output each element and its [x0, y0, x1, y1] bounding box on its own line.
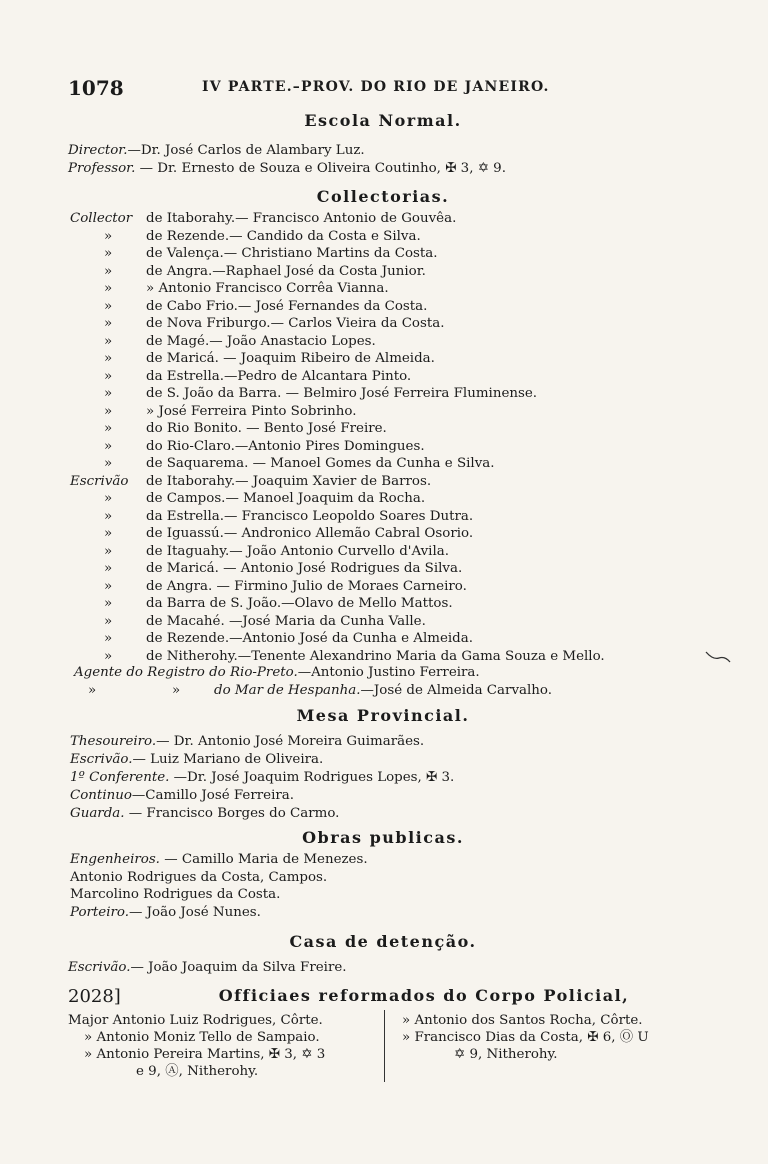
entry-text: da Estrella.—Pedro de Alcantara Pinto.: [146, 368, 412, 384]
entry-text: do Rio-Claro.—Antonio Pires Domingues.: [146, 438, 425, 454]
mesa-line: [70, 769, 454, 786]
director-line: [68, 142, 365, 159]
mesa-line: [70, 787, 294, 804]
entry-label: »: [104, 351, 113, 366]
entry-label: Escrivão: [70, 473, 129, 489]
agente-line-2: [88, 682, 96, 699]
casa-label: Escrivão.: [68, 960, 131, 975]
professor-text: — Dr. Ernesto de Souza e Oliveira Coutinho, ✠ 3, ✡ 9.: [135, 161, 506, 176]
agente-line-2-mid: [172, 682, 180, 699]
entry-text: de Rezende.— Candido da Costa e Silva.: [146, 228, 421, 244]
officer-entry: e 9, Ⓐ, Nitherohy.: [136, 1064, 259, 1079]
entry-text: de Itaborahy.— Francisco Antonio de Gouvêa.: [146, 211, 457, 226]
obras-line: [70, 851, 368, 868]
director-text: —Dr. José Carlos de Alambary Luz.: [127, 143, 365, 158]
entry-text: de Angra. — Firmino Julio de Moraes Carneiro.: [146, 578, 467, 594]
mesa-line: [70, 733, 424, 750]
entry-label: »: [104, 438, 113, 454]
mesa-text: — Francisco Borges do Carmo.: [124, 806, 340, 821]
mesa-text: — Luiz Mariano de Oliveira.: [132, 752, 324, 767]
section-title-obras: Obras publicas.: [302, 828, 464, 847]
agente-text: —Antonio Justino Ferreira.: [297, 665, 480, 680]
mesa-text: — Dr. Antonio José Moreira Guimarães.: [156, 734, 425, 749]
entry-text: » José Ferreira Pinto Sobrinho.: [146, 403, 357, 419]
entry-text: do Rio Bonito. — Bento José Freire.: [146, 421, 387, 436]
director-label: Director.: [68, 143, 128, 158]
entry-label: »: [104, 456, 113, 471]
entry-label: »: [104, 631, 113, 646]
entry-label: »: [104, 543, 113, 559]
officer-entry: Major Antonio Luiz Rodrigues, Côrte.: [68, 1013, 323, 1028]
entry-text: de Magé.— João Anastacio Lopes.: [146, 333, 376, 349]
entry-text: de Nova Friburgo.— Carlos Vieira da Costa.: [146, 316, 445, 331]
ditto-mark: »: [172, 683, 181, 698]
section-title-collectorias: Collectorias.: [316, 187, 450, 206]
section-title-officiaes: Officiaes reformados do Corpo Policial,: [218, 986, 630, 1005]
obras-text: — João José Nunes.: [129, 904, 261, 920]
entry-label: »: [104, 561, 113, 576]
entry-label: »: [104, 421, 113, 436]
mesa-label: Continuo: [70, 788, 132, 803]
obras-label: Porteiro.: [70, 904, 130, 920]
obras-line: [70, 869, 327, 886]
officer-entry: » Antonio dos Santos Rocha, Côrte.: [402, 1013, 643, 1028]
entry-text: de Maricá. — Antonio José Rodrigues da Silva.: [146, 561, 463, 576]
entry-label: »: [104, 596, 113, 611]
entry-text: de Nitherohy.—Tenente Alexandrino Maria da Gama Souza e Mello.: [146, 648, 605, 664]
mesa-line: [70, 805, 339, 822]
mesa-label: 1º Conferente.: [70, 770, 170, 785]
agente-line: [74, 664, 480, 681]
obras-label: Engenheiros.: [70, 852, 160, 867]
officer-entry: » Antonio Pereira Martins, ✠ 3, ✡ 3: [84, 1047, 326, 1062]
entry-text: de Macahé. —José Maria da Cunha Valle.: [146, 613, 426, 629]
entry-text: de Iguassú.— Andronico Allemão Cabral Osorio.: [146, 526, 474, 541]
entry-label: »: [104, 578, 113, 594]
entry-label: Collector: [70, 211, 133, 226]
mesa-label: Escrivão.: [70, 752, 133, 767]
entry-text: de S. João da Barra. — Belmiro José Ferreira Fluminense.: [146, 386, 538, 401]
section-title-escola: Escola Normal.: [304, 111, 462, 130]
entry-text: de Campos.— Manoel Joaquim da Rocha.: [146, 491, 426, 506]
obras-line: [70, 904, 261, 921]
entry-label: »: [104, 386, 113, 401]
agente-line-2-text: [214, 682, 552, 699]
entry-label: »: [104, 228, 113, 244]
officer-entry: » Antonio Moniz Tello de Sampaio.: [84, 1030, 320, 1045]
column-divider: [384, 1010, 385, 1082]
agente-label: Agente do Registro do Rio-Preto.: [74, 665, 298, 680]
professor-label: Professor.: [68, 161, 136, 176]
running-title: IV PARTE.–PROV. DO RIO DE JANEIRO.: [202, 79, 550, 95]
entry-label: »: [104, 508, 113, 524]
entry-text: de Angra.—Raphael José da Costa Junior.: [146, 263, 426, 279]
margin-mark-icon: [705, 650, 731, 664]
mesa-text: —Dr. José Joaquim Rodrigues Lopes, ✠ 3.: [169, 770, 455, 785]
casa-line: [68, 959, 347, 976]
entry-label: »: [104, 316, 113, 331]
professor-line: [68, 160, 506, 177]
officer-entry: ✡ 9, Nitherohy.: [454, 1047, 558, 1062]
entry-text: de Itaguahy.— João Antonio Curvello d'Avila.: [146, 543, 449, 559]
obras-text: — Camillo Maria de Menezes.: [159, 852, 368, 867]
casa-text: — João Joaquim da Silva Freire.: [130, 960, 347, 975]
running-header: [68, 76, 578, 98]
entry-text: de Valença.— Christiano Martins da Costa.: [146, 246, 438, 261]
entry-label: »: [104, 491, 113, 506]
entry-label: »: [104, 648, 113, 664]
entry-number: 2028]: [68, 986, 121, 1007]
entry-text: de Saquarema. — Manoel Gomes da Cunha e Silva.: [146, 456, 495, 471]
mesa-label: Guarda.: [70, 806, 125, 821]
section-title-mesa: Mesa Provincial.: [296, 706, 470, 725]
obras-text: Antonio Rodrigues da Costa, Campos.: [70, 869, 328, 885]
entry-label: »: [104, 246, 113, 261]
entry-label: »: [104, 281, 113, 296]
entry-text: da Barra de S. João.—Olavo de Mello Mattos.: [146, 596, 453, 611]
page-number: 1078: [68, 76, 124, 100]
section-title-casa: Casa de detenção.: [289, 932, 477, 951]
entry-label: »: [104, 298, 113, 314]
entry-text: de Rezende.—Antonio José da Cunha e Almeida.: [146, 631, 473, 646]
entry-text: da Estrella.— Francisco Leopoldo Soares Dutra.: [146, 508, 474, 524]
officer-entry: » Francisco Dias da Costa, ✠ 6, Ⓞ U: [402, 1030, 649, 1045]
entry-label: »: [104, 333, 113, 349]
obras-text: Marcolino Rodrigues da Costa.: [70, 887, 281, 902]
mesa-text: —Camillo José Ferreira.: [131, 788, 295, 803]
mesa-line: [70, 751, 323, 768]
entry-label: »: [104, 613, 113, 629]
entry-text: de Maricá. — Joaquim Ribeiro de Almeida.: [146, 351, 435, 366]
entry-text: de Itaborahy.— Joaquim Xavier de Barros.: [146, 473, 432, 489]
mesa-label: Thesoureiro.: [70, 734, 157, 749]
entry-text: » Antonio Francisco Corrêa Vianna.: [146, 281, 389, 296]
entry-text: de Cabo Frio.— José Fernandes da Costa.: [146, 298, 428, 314]
entry-label: »: [104, 526, 113, 541]
agente-label-2: do Mar de Hespanha.: [214, 683, 361, 698]
entry-label: »: [104, 263, 113, 279]
obras-line: [70, 886, 280, 903]
agente-text-2: —José de Almeida Carvalho.: [360, 683, 552, 698]
entry-label: »: [104, 403, 113, 419]
entry-label: »: [104, 368, 113, 384]
ditto-mark: »: [88, 683, 97, 698]
